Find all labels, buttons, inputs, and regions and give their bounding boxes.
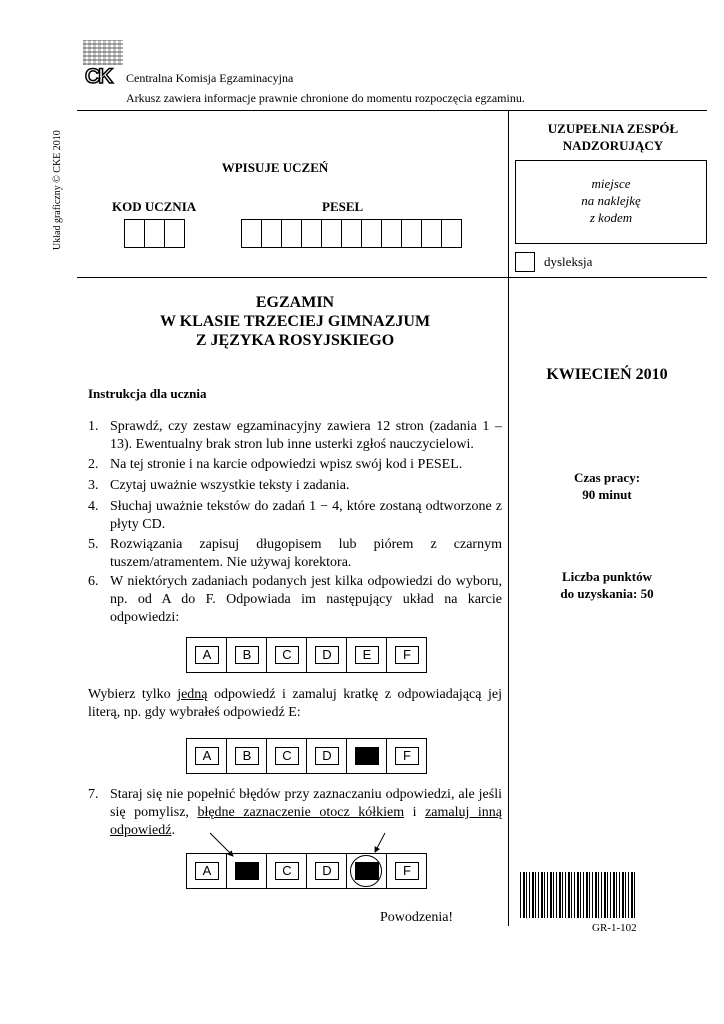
answer-box-a: A [195, 747, 219, 765]
answer-box-c: C [275, 646, 299, 664]
top-rule [77, 110, 707, 111]
answer-box-f: F [395, 747, 419, 765]
cke-logo-mosaic [83, 40, 123, 65]
copyright-side-text: Układ graficzny © CKE 2010 [52, 130, 63, 250]
header-bottom-rule [77, 277, 707, 278]
answer-example-empty [186, 637, 427, 673]
supervisor-title: UZUPEŁNIA ZESPÓŁ NADZORUJĄCY [547, 121, 679, 153]
good-luck-text: Powodzenia! [380, 910, 454, 925]
sticker-box: miejsce na naklejkę z kodem [515, 160, 707, 244]
answer-box-f: F [395, 646, 419, 664]
answer-box-e: E [355, 646, 379, 664]
answer-box-d: D [315, 747, 339, 765]
instruction-item: 4. Słuchaj uważnie tekstów do zadań 1 − 4, które zostaną odtworzone z płyty CD. [88, 499, 502, 532]
instruction-item: 6. W niektórych zadaniach podanych jest kilka odpowiedzi do wyboru, np. od A do F. Odpowiada im następujący układ na karcie odpowiedzi: [88, 574, 502, 625]
kod-ucznia-input[interactable] [124, 219, 185, 248]
instruction-item: 2. Na tej stronie i na karcie odpowiedzi wpisz swój kod i PESEL. [88, 457, 463, 472]
instruction-item: 3. Czytaj uważnie wszystkie teksty i zadania. [88, 478, 350, 493]
answer-box-d: D [315, 862, 339, 880]
answer-box-b-filled: B [235, 862, 259, 880]
legal-notice: Arkusz zawiera informacje prawnie chronione do momentu rozpoczęcia egzaminu. [126, 91, 525, 105]
sheet-code: GR-1-102 [592, 922, 637, 934]
exam-title: EGZAMIN W KLASIE TRZECIEJ GIMNAZJUM Z JĘZYKA ROSYJSKIEGO [159, 294, 431, 349]
answer-box-b: B [235, 646, 259, 664]
instruction-item-7: 7. Staraj się nie popełnić błędów przy zaznaczaniu odpowiedzi, ale jeśli się pomylisz, błędne zaznaczenie otocz kółkiem i zamaluj inną odpowiedź. [88, 787, 502, 838]
instruction-item: 5. Rozwiązania zapisuj długopisem lub piórem z czarnym tuszem/atramentem. Nie używaj korektora. [88, 537, 502, 570]
answer-box-c: C [275, 862, 299, 880]
answer-box-f: F [395, 862, 419, 880]
cke-logo: CK [85, 65, 112, 88]
student-section-title: WPISUJE UCZEŃ [221, 160, 329, 175]
answer-box-c: C [275, 747, 299, 765]
org-name: Centralna Komisja Egzaminacyjna [126, 71, 294, 85]
answer-box-a: A [195, 862, 219, 880]
instruction-item: 1. Sprawdź, czy zestaw egzaminacyjny zawiera 12 stron (zadania 1 – 13). Ewentualny brak stron lub inne usterki zgłoś nauczycielowi. [88, 419, 502, 452]
answer-box-b: B [235, 747, 259, 765]
dyslexia-label: dysleksja [544, 254, 593, 269]
answer-box-d: D [315, 646, 339, 664]
exam-date: KWIECIEŃ 2010 [546, 366, 668, 383]
kod-label: KOD UCZNIA [112, 199, 197, 214]
time-info: Czas pracy: 90 minut [573, 470, 641, 502]
barcode [520, 872, 636, 918]
pointer-arrows [180, 830, 400, 870]
instructions-heading: Instrukcja dla ucznia [88, 386, 207, 401]
answer-box-a: A [195, 646, 219, 664]
answer-example-e-marked [186, 738, 427, 774]
column-divider [508, 110, 509, 926]
points-info: Liczba punktów do uzyskania: 50 [560, 569, 654, 601]
answer-box-e-filled: E [355, 747, 379, 765]
answer-box-e-filled: E [355, 862, 379, 880]
pesel-label: PESEL [322, 199, 364, 214]
pesel-input[interactable] [241, 219, 462, 248]
choose-one-text: Wybierz tylko jedną odpowiedź i zamaluj kratkę z odpowiadającą jej literą, np. gdy wybrałeś odpowiedź E: [88, 687, 502, 720]
dyslexia-checkbox[interactable] [515, 252, 535, 272]
